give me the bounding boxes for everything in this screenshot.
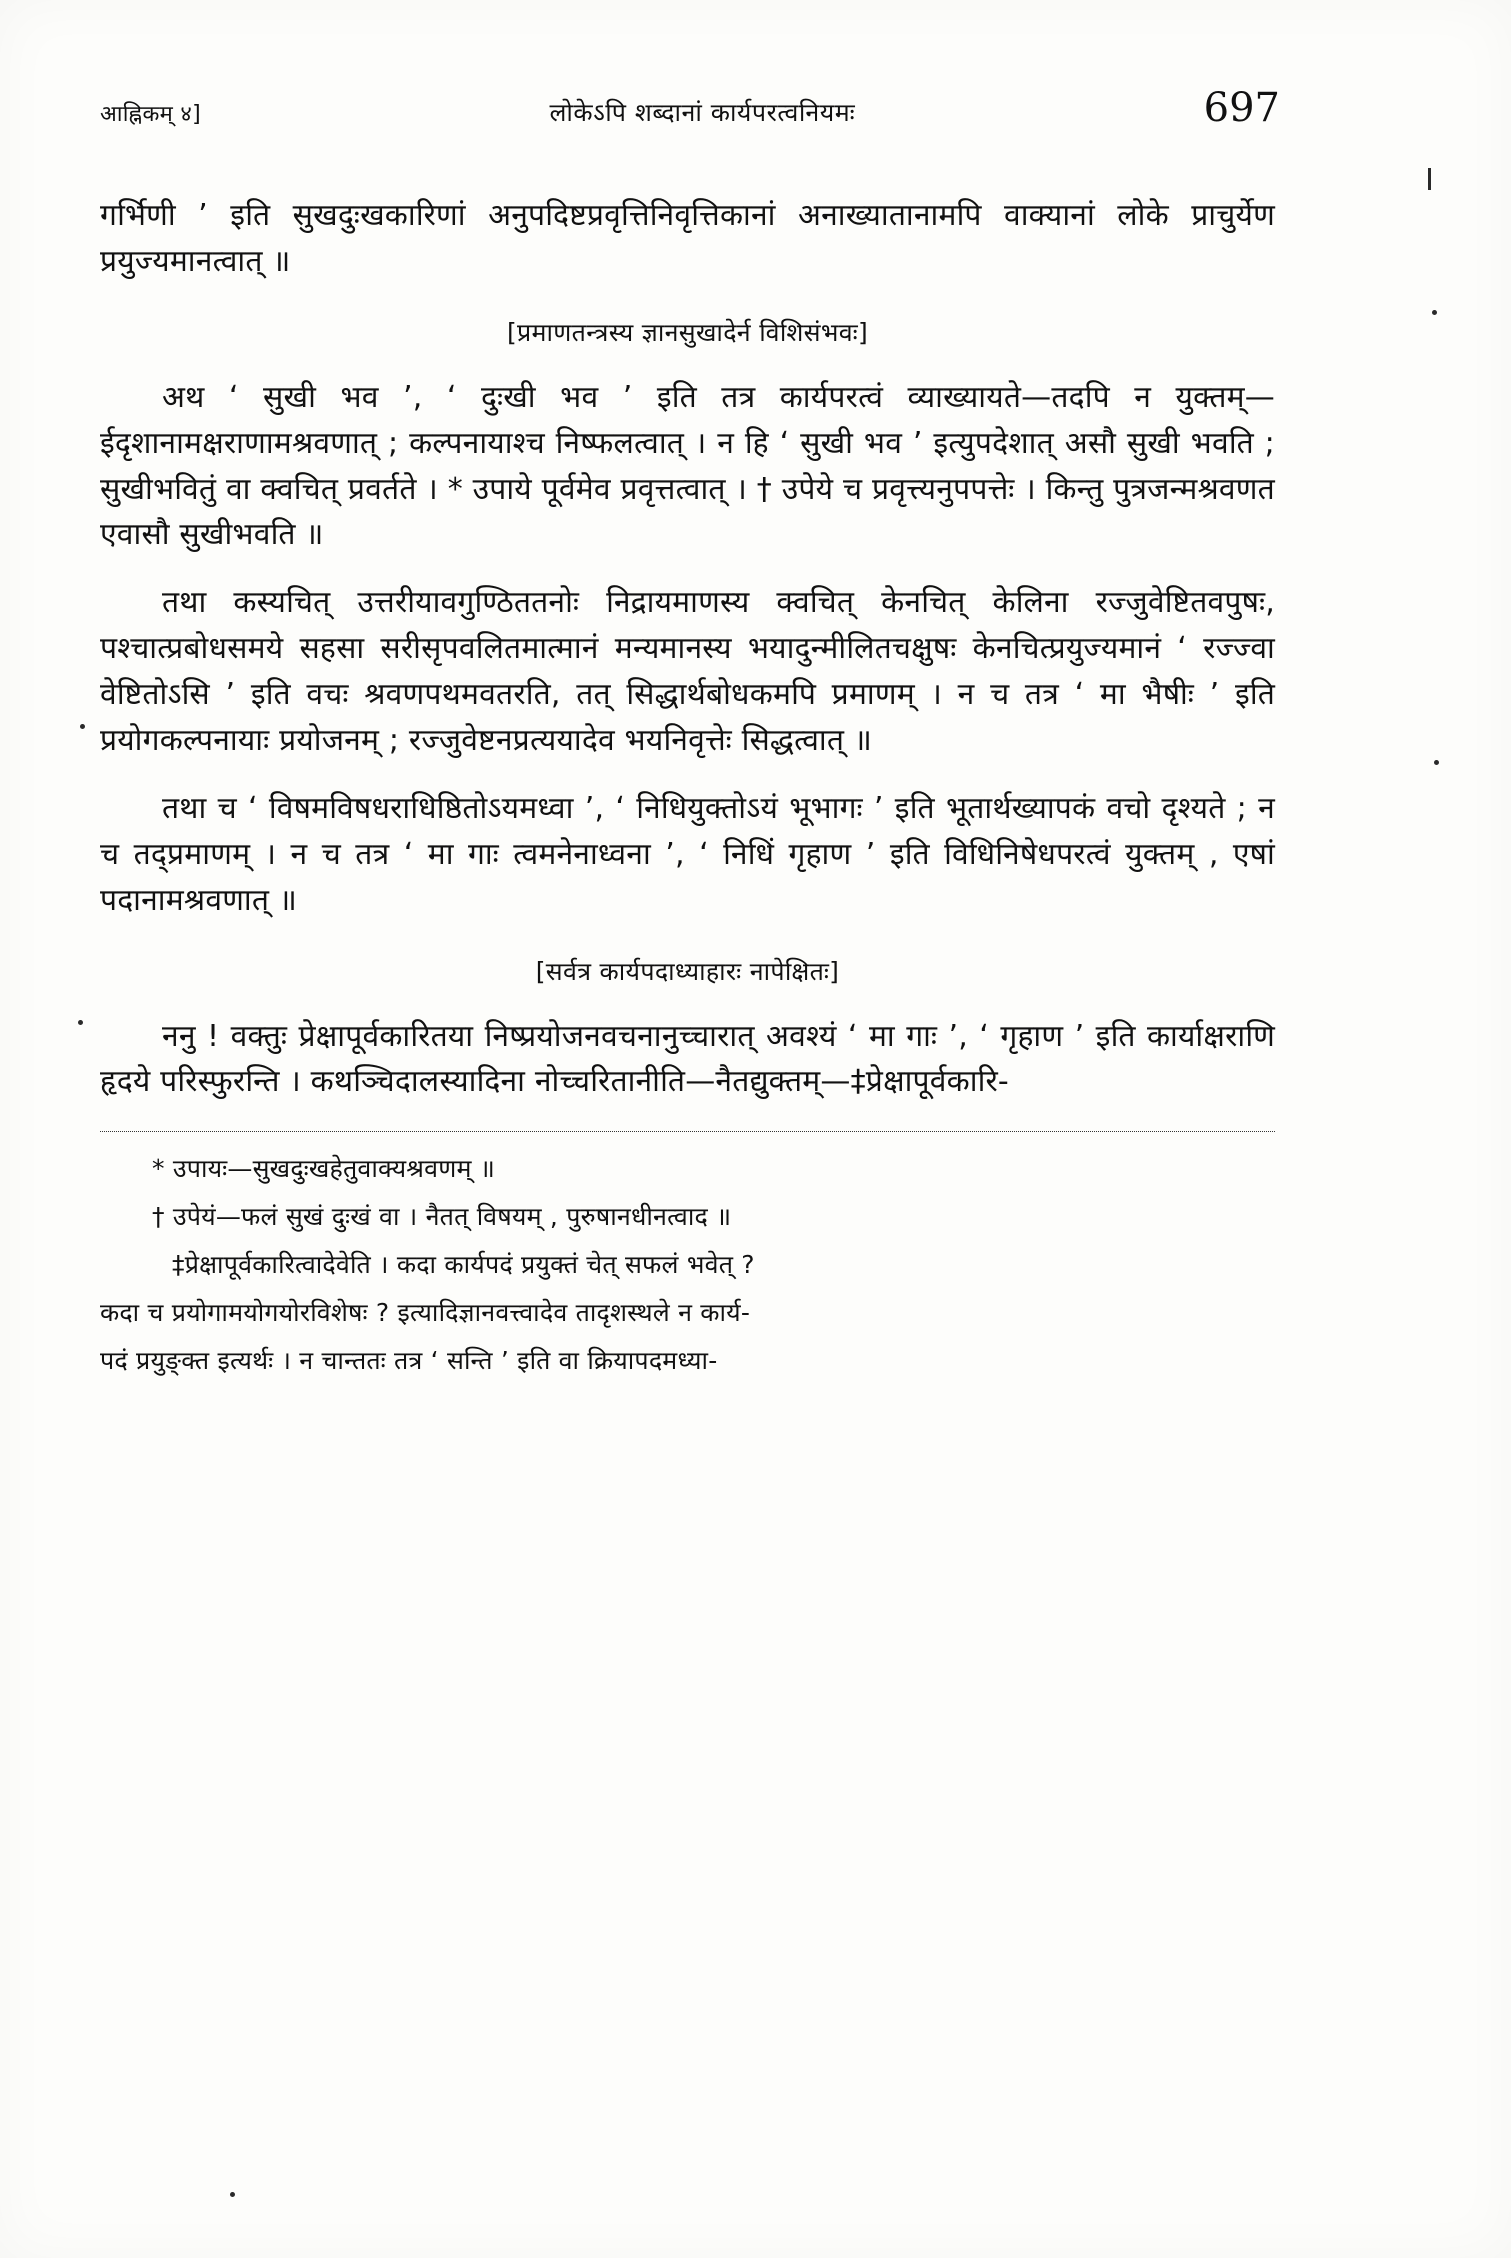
running-header — [100, 85, 1280, 131]
running-title: लोकेऽपि शब्दानां कार्यपरत्वनियमः — [549, 98, 856, 127]
footnote-5: पदं प्रयुङ्क्त इत्यर्थः । न चान्ततः तत्र ‘ सन्ति ’ इति वा क्रियापदमध्या- — [100, 1346, 718, 1376]
page-number: 697 — [1203, 85, 1280, 131]
section-heading-2: [सर्वत्र कार्यपदाध्याहारः नापेक्षितः] — [535, 956, 840, 986]
chapter-marker: आह्निकम् ४] — [100, 102, 202, 127]
section-heading-1: [प्रमाणतन्त्रस्य ज्ञानसुखादेर्न विशिसंभवः] — [506, 317, 869, 347]
footnote-1: * उपायः—सुखदुःखहेतुवाक्यश्रवणम् ॥ — [152, 1154, 496, 1184]
paragraph-block-3 — [100, 580, 1275, 764]
footnote-divider — [100, 1131, 1275, 1132]
paragraph-block-2 — [100, 375, 1275, 559]
footnote-area — [100, 1150, 1275, 1380]
paragraph-5: ननु ! वक्तुः प्रेक्षापूर्वकारितया निष्प्रयोजनवचनानुच्चारात् अवश्यं ‘ मा गाः ’, ‘ गृहाण ’ इति कार्याक्षराणि हृदये परिस्फुरन्ति । कथञ्चिदालस्यादिना नोच्चरितानीति—नैतद्युक्तम्—‡प्रेक्षापूर्वकारि- — [100, 1018, 1275, 1100]
paragraph-block-4 — [100, 786, 1275, 924]
paragraph-block-1 — [100, 193, 1275, 285]
margin-dot-left-2 — [78, 1020, 83, 1025]
margin-dot-right-1 — [1432, 310, 1437, 315]
paragraph-1: गर्भिणी ’ इति सुखदुःखकारिणां अनुपदिष्टप्रवृत्तिनिवृत्तिकानां अनाख्यातानामपि वाक्यानां लोके प्राचुर्येण प्रयुज्यमानत्वात् ॥ — [100, 198, 1275, 279]
paragraph-2: अथ ‘ सुखी भव ’, ‘ दुःखी भव ’ इति तत्र कार्यपरत्वं व्याख्यायते—तदपि न युक्तम्—ईदृशानामक्षराणामश्रवणात् ; कल्पनायाश्च निष्फलत्वात् । न हि ‘ सुखी भव ’ इत्युपदेशात् असौ सुखी भवति ; सुखीभवितुं वा क्वचित् प्रवर्तते । * उपाये पूर्वमेव प्रवृत्तत्वात् । † उपेये च प्रवृत्त्यनुपपत्तेः । किन्तु पुत्रजन्मश्रवणत एवासौ सुखीभवति ॥ — [100, 379, 1275, 553]
page-content — [100, 85, 1280, 1390]
footnote-2: † उपेयं—फलं सुखं दुःखं वा । नैतत् विषयम् , पुरुषानधीनत्वाद ॥ — [152, 1202, 732, 1232]
margin-tick-top-right — [1428, 168, 1431, 190]
paragraph-block-5 — [100, 1014, 1275, 1106]
footnote-3: ‡प्रेक्षापूर्वकारित्वादेवेति । कदा कार्यपदं प्रयुक्तं चेत् सफलं भवेत् ? — [172, 1250, 755, 1280]
margin-dot-right-2 — [1434, 760, 1439, 765]
margin-dot-left-1 — [80, 724, 85, 729]
paragraph-4: तथा च ‘ विषमविषधराधिष्ठितोऽयमध्वा ’, ‘ निधियुक्तोऽयं भूभागः ’ इति भूतार्थख्यापकं वचो दृश्यते ; न च तद्प्रमाणम् । न च तत्र ‘ मा गाः त्वमनेनाध्वना ’, ‘ निधिं गृहाण ’ इति विधिनिषेधपरत्वं युक्तम् , एषां पदानामश्रवणात् ॥ — [100, 790, 1275, 918]
footnote-4: कदा च प्रयोगामयोगयोरविशेषः ? इत्यादिज्ञानवत्त्वादेव तादृशस्थले न कार्य- — [100, 1298, 751, 1328]
margin-dot-bottom — [230, 2192, 235, 2197]
paragraph-3: तथा कस्यचित् उत्तरीयावगुण्ठिततनोः निद्रायमाणस्य क्वचित् केनचित् केलिना रज्जुवेष्टितवपुषः, पश्चात्प्रबोधसमये सहसा सरीसृपवलितमात्मानं मन्यमानस्य भयादुन्मीलितचक्षुषः केनचित्प्रयुज्यमानं ‘ रज्ज्वा वेष्टितोऽसि ’ इति वचः श्रवणपथमवतरति, तत् सिद्धार्थबोधकमपि प्रमाणम् । न च तत्र ‘ मा भैषीः ’ इति प्रयोगकल्पनायाः प्रयोजनम् ; रज्जुवेष्टनप्रत्ययादेव भयनिवृत्तेः सिद्धत्वात् ॥ — [100, 585, 1275, 759]
